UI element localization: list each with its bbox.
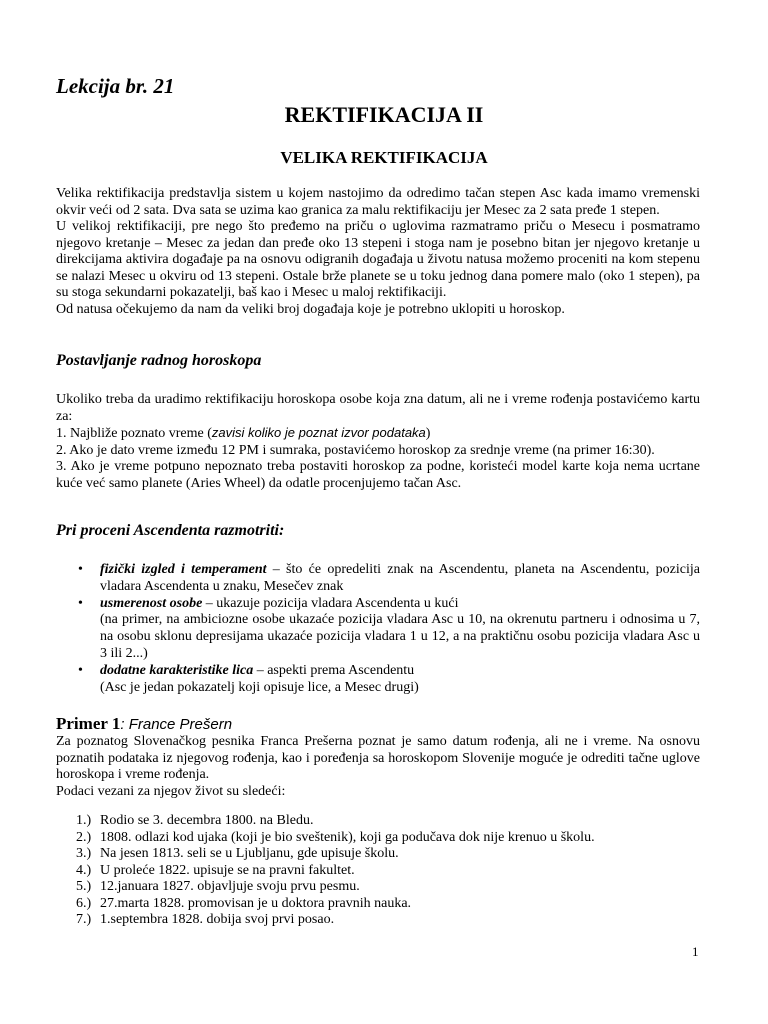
example-paragraph: Podaci vezani za njegov život su sledeći:	[56, 783, 286, 799]
list-item: 3.) Na jesen 1813. seli se u Ljubljanu, gde upisuje školu.	[76, 846, 399, 861]
working-chart-item-2: 2. Ako je dato vreme između 12 PM i sumraka, postavićemo horoskop za srednje vreme (na primer 16:30).	[56, 442, 655, 458]
example-paragraph: Za poznatog Slovenačkog pesnika Franca Prešerna poznat je samo datum rođenja, ali ne i vreme. Na osnovu poznatih podataka iz njegovog rođenja, kao i poređenja sa horoskopom Slovenije moguće je odrediti tačne uglove horoskopa i vreme rođenja.	[56, 734, 700, 782]
section-heading-working-chart: Postavljanje radnog horoskopa	[56, 352, 262, 369]
item-1-italic-note: zavisi koliko je poznat izvor podataka	[211, 425, 426, 440]
list-item	[76, 596, 700, 663]
intro-paragraph: Od natusa očekujemo da nam da veliki broj događaja koje je potrebno uklopiti u horoskop.	[56, 301, 565, 317]
list-item	[76, 562, 700, 596]
bullet-icon: •	[78, 662, 83, 678]
lesson-number: Lekcija br. 21	[56, 74, 175, 98]
section-heading-ascendant: Pri proceni Ascendenta razmotriti:	[56, 522, 285, 539]
working-chart-item-3: 3. Ako je vreme potpuno nepoznato treba postaviti horoskop za podne, koristeći model karte koja nema ucrtane kuće već samo planete (Aries Wheel) da odatle procenjujemo tačan Asc.	[56, 459, 700, 491]
list-item: 4.) U proleće 1822. upisuje se na pravni fakultet.	[76, 862, 355, 878]
list-item: 6.) 27.marta 1828. promovisan je u doktora pravnih nauka.	[76, 895, 412, 911]
example-label: Primer 1	[56, 714, 121, 733]
list-item: 1.) Rodio se 3. decembra 1800. na Bledu.	[76, 813, 314, 828]
page-title: REKTIFIKACIJA II	[284, 102, 484, 127]
working-chart-item-1: 1. Najbliže poznato vreme (zavisi koliko je poznat izvor podataka)	[56, 425, 431, 441]
bullet-term: dodatne karakteristike lica	[100, 662, 254, 678]
list-item: 5.) 12.januara 1827. objavljuje svoju prvu pesmu.	[76, 879, 360, 894]
intro-paragraph: Velika rektifikacija predstavlja sistem u kojem nastojimo da odredimo tačan stepen Asc kada imamo vremenski okvir veći od 2 sata. Dva sata se uzima kao granica za malu rektifikaciju jer Mesec za 2 sata pređe 1 stepen.	[56, 186, 700, 218]
bullet-extra: (Asc je jedan pokazatelj koji opisuje lice, a Mesec drugi)	[100, 679, 419, 695]
bullet-text: – što će opredeliti znak na Ascendentu, planeta na Ascendentu, pozicija vladara Ascendenta u znaku, Mesečev znak	[100, 562, 700, 594]
list-item: 2.) 1808. odlazi kod ujaka (koji je bio sveštenik), koji ga podučava dok nije krenuo u školu.	[76, 829, 595, 845]
working-chart-text	[56, 392, 700, 492]
page-number: 1	[692, 944, 699, 959]
example-text	[56, 734, 700, 800]
bullet-term: usmerenost osobe	[100, 595, 203, 611]
intro-paragraphs	[56, 186, 700, 318]
bullet-icon: •	[78, 562, 83, 577]
intro-paragraph: U velikoj rektifikaciji, pre nego što pređemo na priču o uglovima razmatramo priču o Mesecu i posmatramo njegovo kretanje – Mesec za jedan dan pređe oko 13 stepeni i stoga nam je posebno bitan jer njegovo kretanje u direkcijama aktivira događaje pa na osnovu odigranih događaja u životu natusa možemo proceniti na kom stepenu se nalazi Mesec u okviru od 13 stepeni. Ostale brže planete se u toku jednog dana pomere malo (oko 1 stepen), pa su stoga sekundarni pokazatelji, baš kao i Mesec u maloj rektifikaciji.	[56, 219, 700, 300]
bullet-text: – aspekti prema Ascendentu	[253, 662, 415, 678]
working-chart-lead: Ukoliko treba da uradimo rektifikaciju horoskopa osobe koja zna datum, ali ne i vreme rođenja postavićemo kartu za:	[56, 392, 700, 424]
bullet-term: fizički izgled i temperament	[100, 562, 267, 577]
example-name: France Prešern	[128, 716, 233, 733]
example-heading: Primer 1: France Prešern	[56, 714, 233, 733]
list-item	[76, 663, 700, 697]
list-item: 7.) 1.septembra 1828. dobija svoj prvi posao.	[76, 912, 335, 927]
event-list	[76, 813, 595, 929]
bullet-extra: (na primer, na ambiciozne osobe ukazaće pozicija vladara Asc u 10, na okrenutu partneru i odnosima u 7, na osobu sklonu depresijama ukazaće pozicija vladara 1 u 12, a na praktičnu osobu pozicija vladara Asc u 3 ili 2...)	[100, 612, 700, 661]
ascendant-bullet-list	[76, 562, 700, 696]
page-subtitle: VELIKA REKTIFIKACIJA	[280, 148, 488, 167]
bullet-icon: •	[78, 595, 83, 611]
bullet-text: – ukazuje pozicija vladara Ascendenta u kući	[202, 595, 459, 611]
